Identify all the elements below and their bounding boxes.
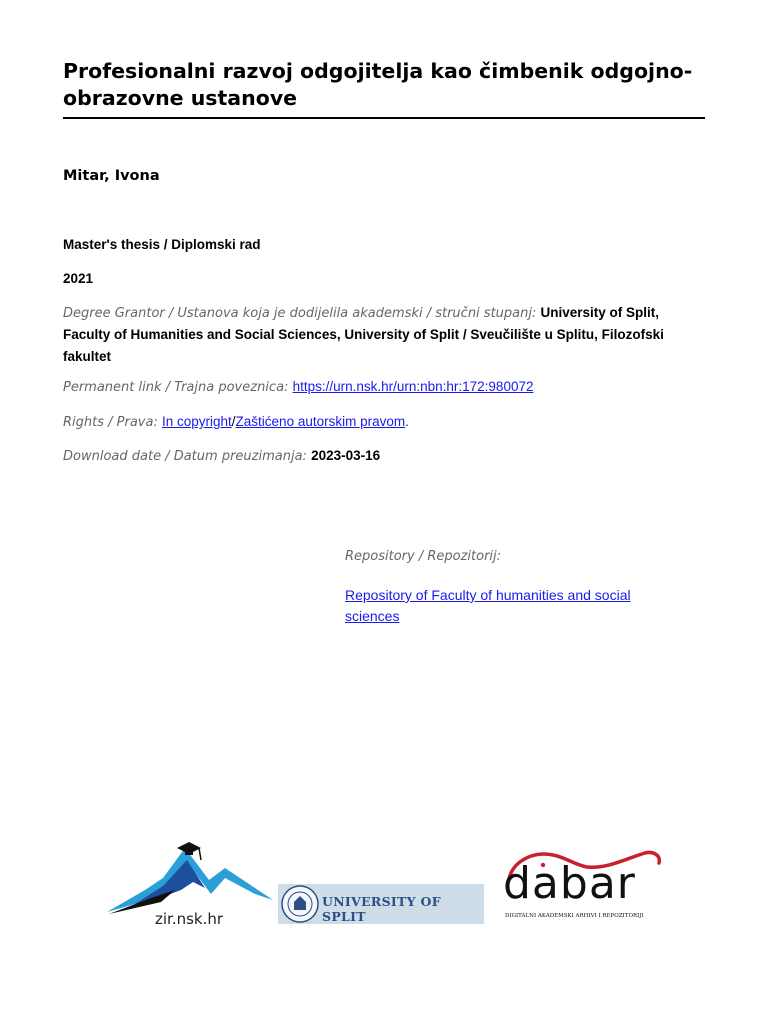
download-date-label: Download date / Datum preuzimanja:	[63, 449, 307, 464]
split-seal-icon	[280, 884, 320, 924]
rights-separator: /	[231, 414, 236, 429]
permanent-link-label: Permanent link / Trajna poveznica:	[63, 380, 289, 395]
rights-link-hr[interactable]: Zaštićeno autorskim pravom	[235, 414, 406, 429]
document-type: Master's thesis / Diplomski rad	[63, 237, 261, 252]
dabar-logo	[503, 845, 665, 925]
rights	[63, 411, 703, 433]
rights-link-en[interactable]: In copyright	[161, 414, 232, 429]
dabar-logo-subtitle: DIGITALNI AKADEMSKI ARHIVI I REPOZITORIJI	[505, 913, 644, 919]
split-logo-text: UNIVERSITY OF SPLIT	[322, 894, 441, 924]
rights-label: Rights / Prava:	[63, 415, 158, 430]
university-of-split-logo	[278, 884, 484, 924]
author-name: Mitar, Ivona	[63, 168, 160, 184]
permanent-link-url[interactable]: https://urn.nsk.hr/urn:nbn:hr:172:980072	[292, 379, 534, 394]
degree-grantor	[63, 302, 703, 368]
repository-link[interactable]: Repository of Faculty of humanities and social sciences	[345, 587, 631, 624]
zir-nsk-logo	[105, 838, 275, 930]
download-date	[63, 445, 703, 467]
dabar-logo-text: dabar	[503, 858, 636, 909]
document-title: Profesionalni razvoj odgojitelja kao čimbenik odgojno-obrazovne ustanove	[63, 59, 693, 110]
permanent-link	[63, 376, 703, 398]
degree-grantor-label: Degree Grantor / Ustanova koja je dodijelila akademski / stručni stupanj:	[63, 306, 537, 321]
degree-grantor-value: University of Split, Faculty of Humanities and Social Sciences, University of Split / Sveučilište u Splitu, Filozofski fakultet	[63, 305, 664, 364]
title-divider	[63, 117, 705, 119]
download-date-value: 2023-03-16	[311, 448, 381, 463]
rights-suffix: .	[405, 414, 409, 429]
document-year: 2021	[63, 271, 94, 286]
repository-label: Repository / Repozitorij:	[345, 549, 502, 564]
zir-logo-text: zir.nsk.hr	[155, 910, 224, 928]
